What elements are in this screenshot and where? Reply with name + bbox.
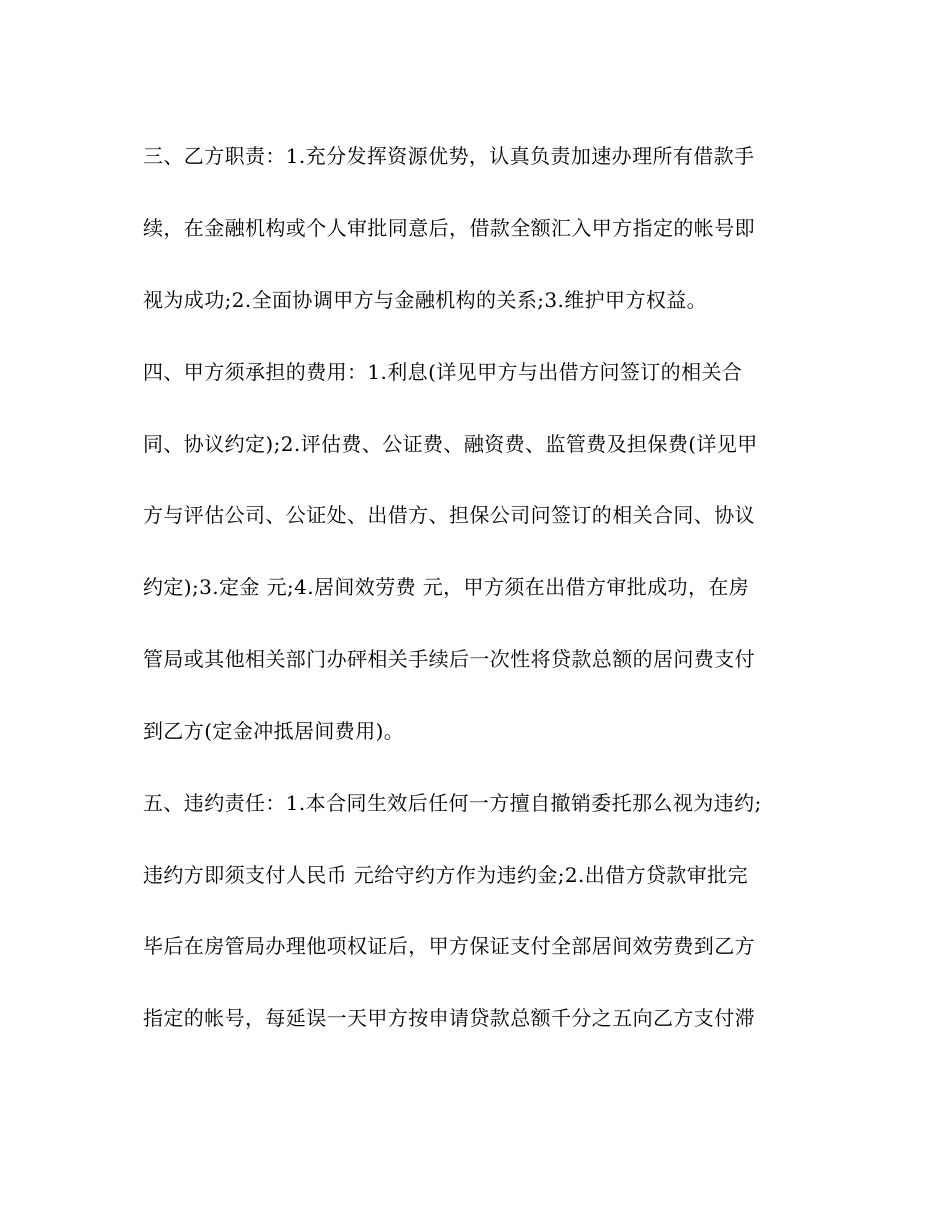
text-line: 四、甲方须承担的费用：1.利息(详见甲方与出借方问签订的相关合 <box>143 360 743 384</box>
text-line: 管局或其他相关部门办砰相关手续后一次性将贷款总额的居问费支付 <box>143 647 755 671</box>
text-line: 违约方即须支付人民币 元给守约方作为违约金;2.出借方贷款审批完 <box>143 863 748 887</box>
text-line: 方与评估公司、公证处、出借方、担保公司问签订的相关合同、协议 <box>143 503 755 527</box>
text-line: 毕后在房管局办理他项权证后，甲方保证支付全部居间效劳费到乙方 <box>143 934 755 958</box>
text-line: 到乙方(定金冲抵居间费用)。 <box>143 719 405 743</box>
text-line: 约定);3.定金 元;4.居间效劳费 元，甲方须在出借方审批成功，在房 <box>143 575 750 599</box>
text-line: 同、协议约定);2.评估费、公证费、融资费、监管费及担保费(详见甲 <box>143 432 758 456</box>
text-line: 三、乙方职责：1.充分发挥资源优势，认真负责加速办理所有借款手 <box>143 144 755 168</box>
text-line: 视为成功;2.全面协调甲方与金融机构的关系;3.维护甲方权益。 <box>143 288 708 312</box>
text-line: 续，在金融机构或个人审批同意后，借款全额汇入甲方指定的帐号即 <box>143 216 755 240</box>
text-line: 指定的帐号，每延误一天甲方按申请贷款总额千分之五向乙方支付滞 <box>143 1006 755 1030</box>
text-line: 五、违约责任：1.本合同生效后任何一方擅自撤销委托那么视为违约; <box>143 791 762 815</box>
